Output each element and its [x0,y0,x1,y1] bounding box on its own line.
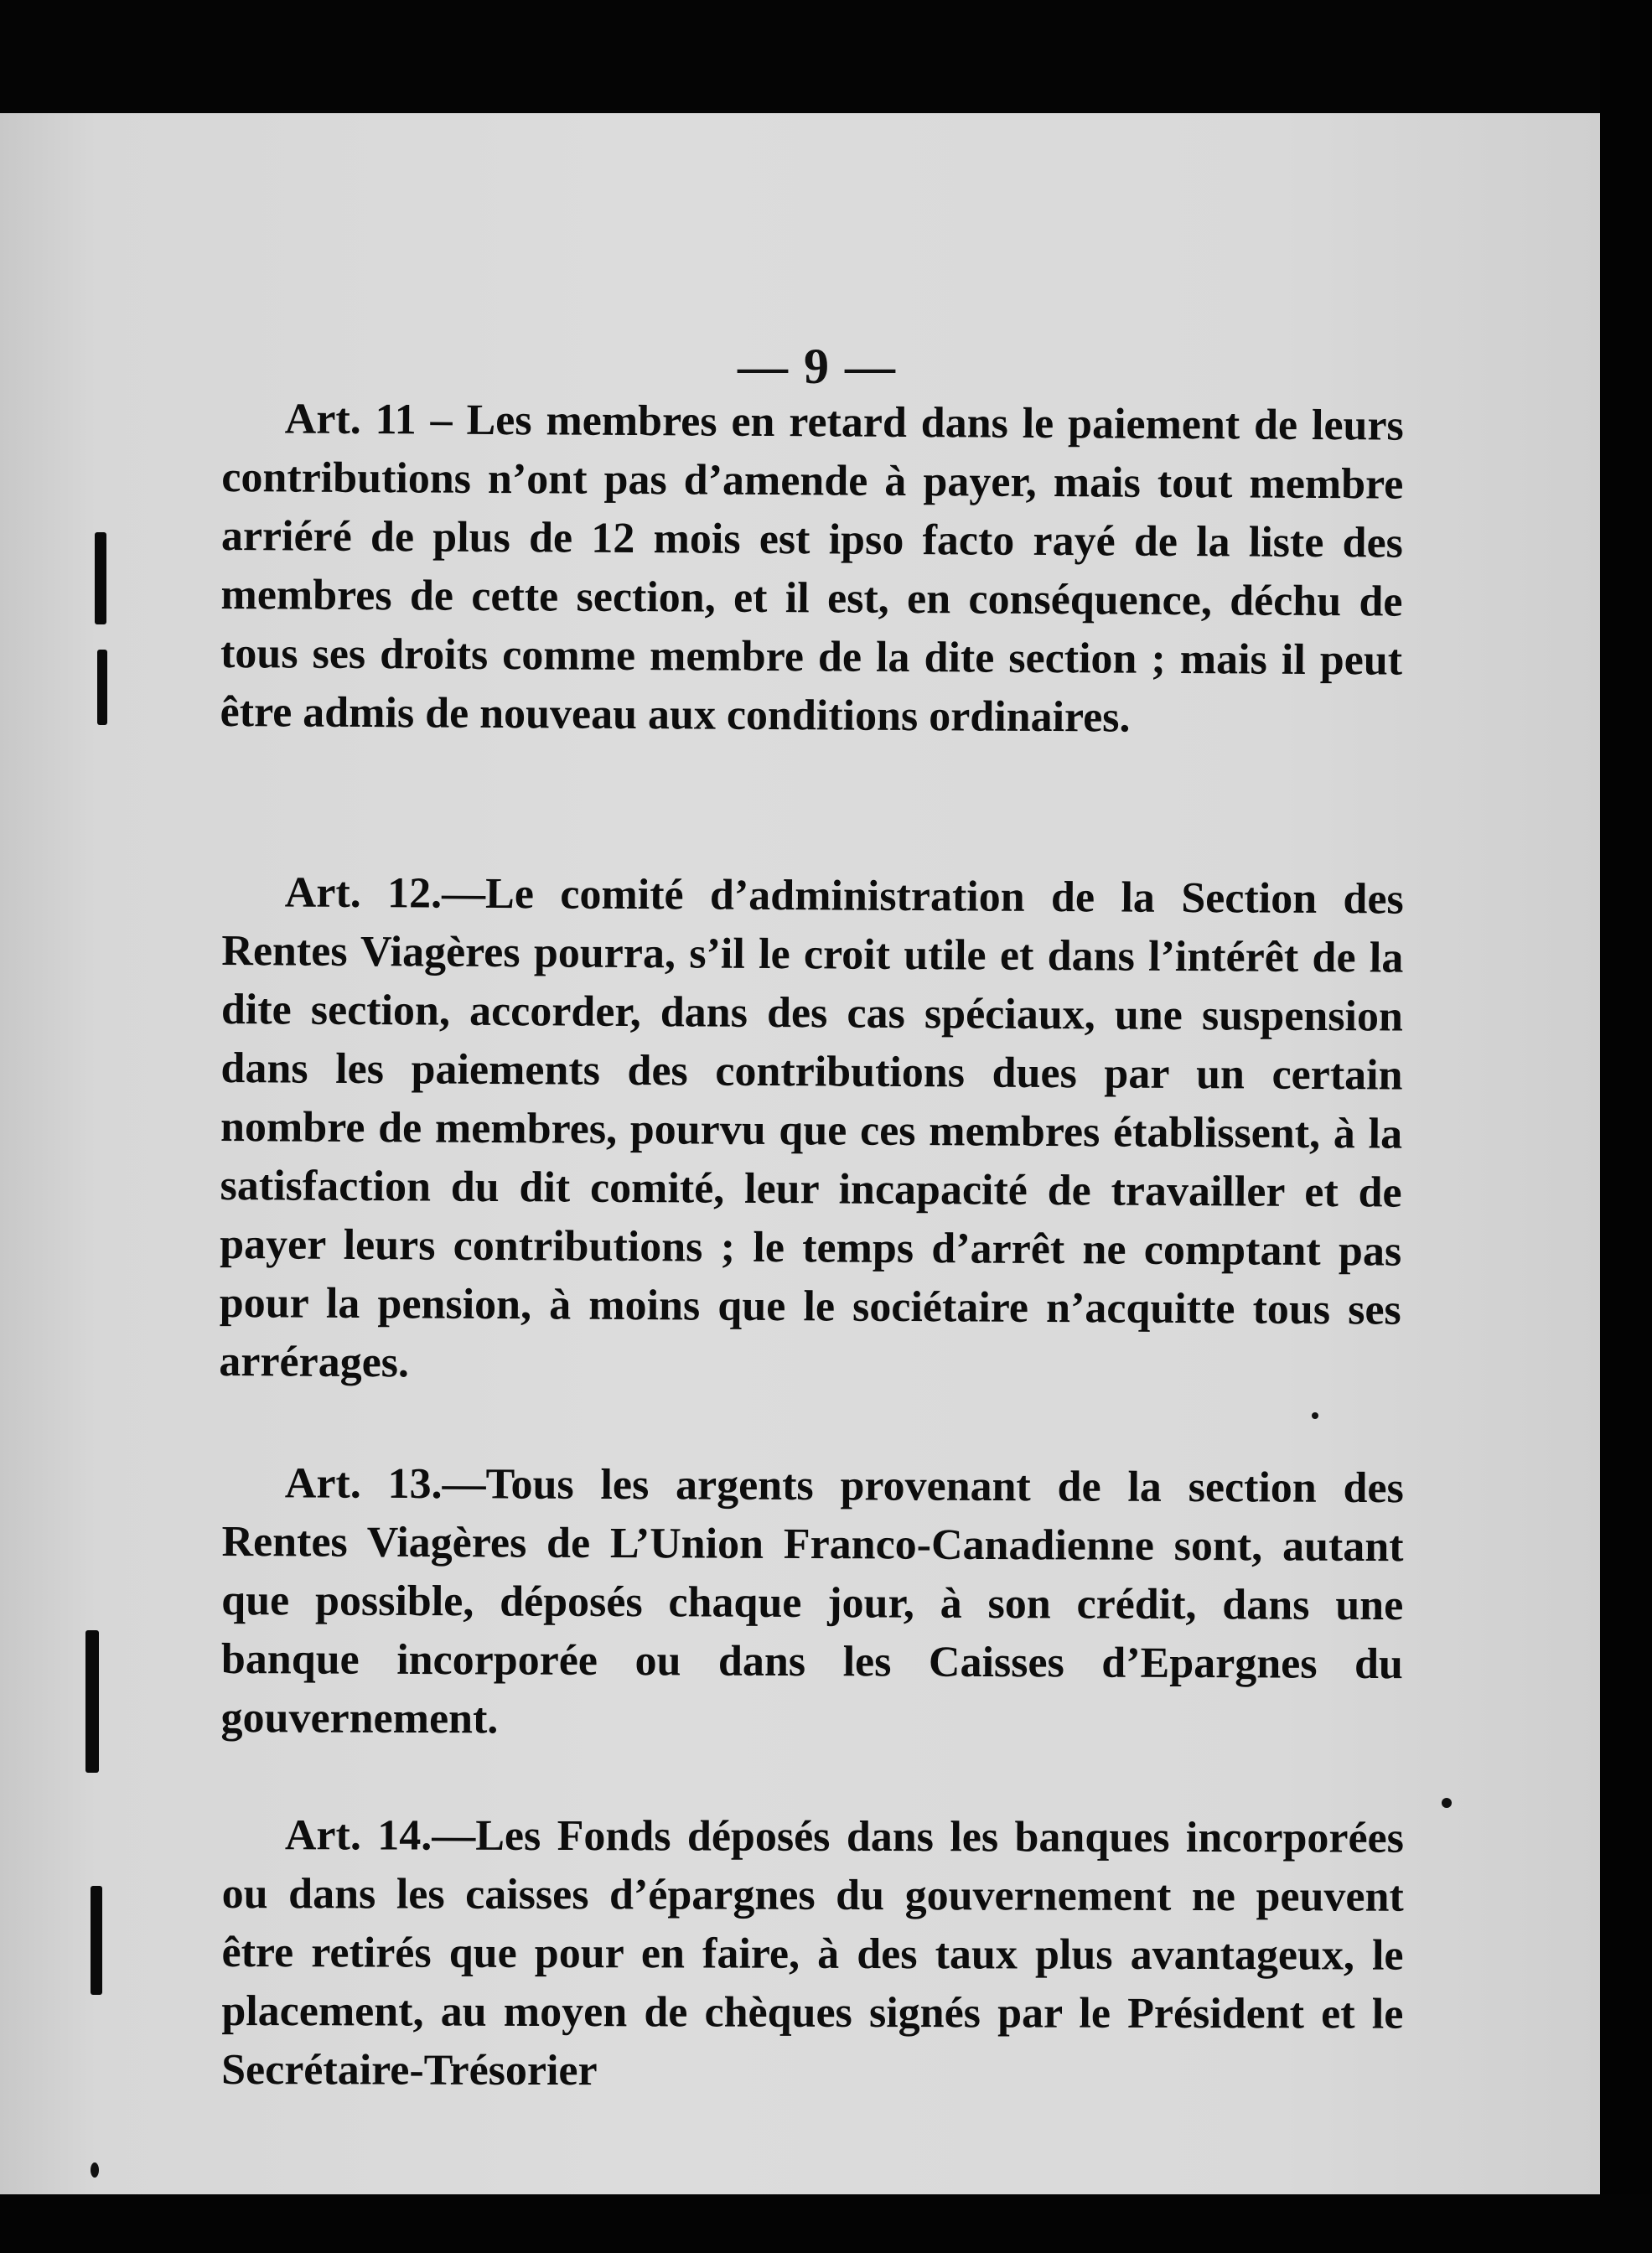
document-page [0,113,1600,2194]
article-13 [220,1454,1404,1753]
article-11 [220,390,1404,749]
page-number: — 9 — [738,339,897,394]
ink-speck [1442,1798,1452,1808]
scan-top-border [0,0,1652,113]
scan-right-border [1600,0,1652,2253]
binding-mark [85,1630,99,1773]
article-13-paragraph: Art. 13.—Tous les argents provenant de la section des Rentes Viagères de L’Union Franco-Canadienne sont, autant que possible, déposés chaque jour, à son crédit, dans une banque incorporée ou dans les Caisses d’Epargnes du gouvernement. [220,1459,1404,1743]
scan-bottom-border [0,2194,1652,2253]
article-14 [221,1806,1404,2103]
article-12 [219,863,1404,1399]
article-11-paragraph: Art. 11 – Les membres en retard dans le paiement de leurs contributions n’ont pas d’amende à payer, mais tout membre arriéré de plus de 12 mois est ipso facto rayé de la liste des membres de cette section, et il est, en conséquence, déchu de tous ses droits comme membre de la dite section ; mais il peut être admis de nouveau aux conditions ordinaires. [220,395,1404,742]
binding-mark [95,532,106,624]
ink-speck [91,2162,99,2178]
ink-speck [1312,1412,1318,1419]
article-14-paragraph: Art. 14.—Les Fonds déposés dans les banques incorporées ou dans les caisses d’épargnes du gouvernement ne peuvent être retirés que pour en faire, à des taux plus avantageux, le placement, au moyen de chèques signés par le Président et le Secrétaire-Trésorier [221,1811,1404,2095]
binding-mark [91,1886,102,1995]
article-12-paragraph: Art. 12.—Le comité d’administration de la Section des Rentes Viagères pourra, s’il le croit utile et dans l’intérêt de la dite section, accorder, dans des cas spéciaux, une suspension dans les paiements des contributions dues par un certain nombre de membres, pourvu que ces membres établissent, à la satisfaction du dit comité, leur incapacité de travailler et de payer leurs contributions ; le temps d’arrêt ne comptant pas pour la pension, à moins que le sociétaire n’acquitte tous ses arrérages. [219,868,1404,1387]
binding-mark [97,650,107,725]
